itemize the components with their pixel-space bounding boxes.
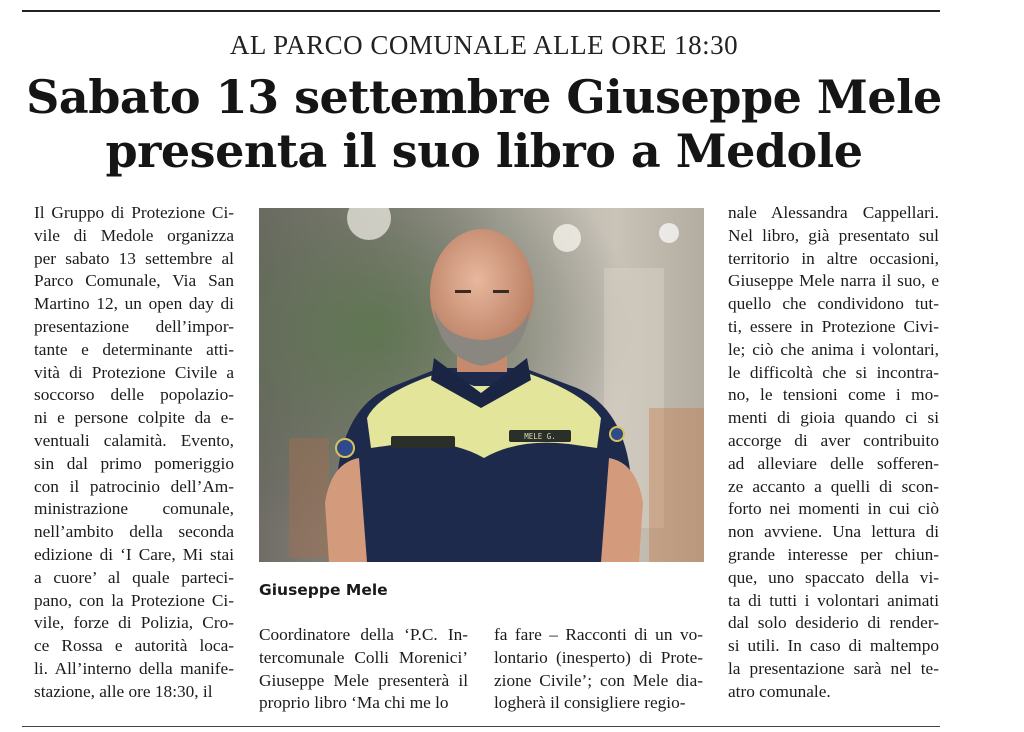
top-rule — [22, 10, 940, 12]
text-line: ta di tutti i volontari animati — [728, 590, 939, 610]
text-line: vile di Medole organizza — [34, 225, 234, 245]
article-photo — [259, 208, 704, 562]
headline-line-2: presenta il suo libro a Medole — [105, 124, 863, 178]
text-line: Coordinatore della ‘P.C. In- — [259, 625, 468, 644]
text-line: nell’ambito della seconda — [34, 522, 234, 542]
text-line: proprio libro ‘Ma chi me lo — [259, 693, 449, 713]
text-line: quello che condividono tut- — [728, 294, 939, 314]
text-line: stazione, alle ore 18:30, il — [34, 681, 213, 701]
bottom-rule — [22, 726, 940, 727]
text-line: ce Rossa e autorità loca- — [34, 636, 234, 656]
text-line: Giuseppe Mele presenterà il — [259, 670, 468, 690]
text-line: si utili. In caso di maltempo — [728, 636, 939, 656]
text-line: atro comunale. — [728, 681, 831, 701]
text-line: nale Alessandra Cappellari. — [728, 203, 939, 222]
text-line: le difficoltà che si incontra- — [728, 362, 939, 382]
text-line: Giuseppe Mele narra il suo, e — [728, 271, 939, 291]
text-line: edizione di ‘I Care, Mi stai — [34, 544, 234, 564]
article-column-right — [728, 202, 939, 704]
text-line: forto nei momenti in cui ciò — [728, 499, 939, 519]
text-line: ad alleviare delle sofferen- — [728, 453, 939, 473]
text-line: la presentazione sarà nel te- — [728, 658, 939, 678]
text-line: Martino 12, un open day di — [34, 294, 234, 314]
headline-line-1: Sabato 13 settembre Giuseppe Mele — [26, 70, 942, 124]
article-column-left — [34, 202, 234, 704]
article-headline — [0, 70, 968, 178]
article-column-middle-1 — [259, 624, 468, 715]
text-line: vità di Protezione Civile a — [34, 362, 234, 382]
text-line: Parco Comunale, Via San — [34, 271, 234, 291]
text-line: tante e determinante atti- — [34, 339, 234, 359]
text-line: presentazione dell’impor- — [34, 316, 234, 336]
text-line: ventuali calamità. Evento, — [34, 430, 234, 450]
text-line: tercomunale Colli Morenici’ — [259, 647, 468, 667]
text-line: que, uno spaccato della vi- — [728, 567, 939, 587]
text-line: soccorso delle popolazio- — [34, 385, 234, 405]
text-line: ti, essere in Protezione Civi- — [728, 316, 939, 336]
portrait-illustration — [259, 208, 704, 562]
text-line: Il Gruppo di Protezione Ci- — [34, 203, 234, 222]
text-line: le; ciò che anima i volontari, — [728, 339, 939, 359]
text-line: fa fare – Racconti di un vo- — [494, 625, 703, 644]
text-line: con il patrocinio dell’Am- — [34, 476, 234, 496]
photo-caption: Giuseppe Mele — [259, 581, 388, 599]
text-line: zione Civile’; con Mele dia- — [494, 670, 703, 690]
text-line: Nel libro, già presentato sul — [728, 225, 939, 245]
text-line: ze accanto a quelli di scon- — [728, 476, 939, 496]
text-line: lontario (inesperto) di Prote- — [494, 647, 703, 667]
article-column-middle-2 — [494, 624, 703, 715]
text-line: ni e persone colpite da e- — [34, 408, 234, 428]
text-line: dal solo desiderio di render- — [728, 613, 939, 633]
shirt-name-tag: MELE G. — [524, 432, 556, 441]
text-line: per sabato 13 settembre al — [34, 248, 234, 268]
text-line: menti di gioia quando ci si — [728, 408, 939, 428]
text-line: territorio in altre occasioni, — [728, 248, 939, 268]
text-line: logherà il consigliere regio- — [494, 693, 686, 713]
text-line: grande interesse per chiun- — [728, 544, 939, 564]
text-line: ministrazione comunale, — [34, 499, 234, 519]
text-line: no, le tensioni come i mo- — [728, 385, 939, 405]
text-line: sin dal primo pomeriggio — [34, 453, 234, 473]
text-line: li. All’interno della manife- — [34, 658, 234, 678]
article-kicker: AL PARCO COMUNALE ALLE ORE 18:30 — [229, 30, 739, 60]
text-line: pano, con la Protezione Ci- — [34, 590, 234, 610]
text-line: accorge di aver contribuito — [728, 430, 939, 450]
text-line: non avviene. Una lettura di — [728, 522, 939, 542]
text-line: vile, forze di Polizia, Cro- — [34, 613, 234, 633]
text-line: a cuore’ al quale parteci- — [34, 567, 234, 587]
